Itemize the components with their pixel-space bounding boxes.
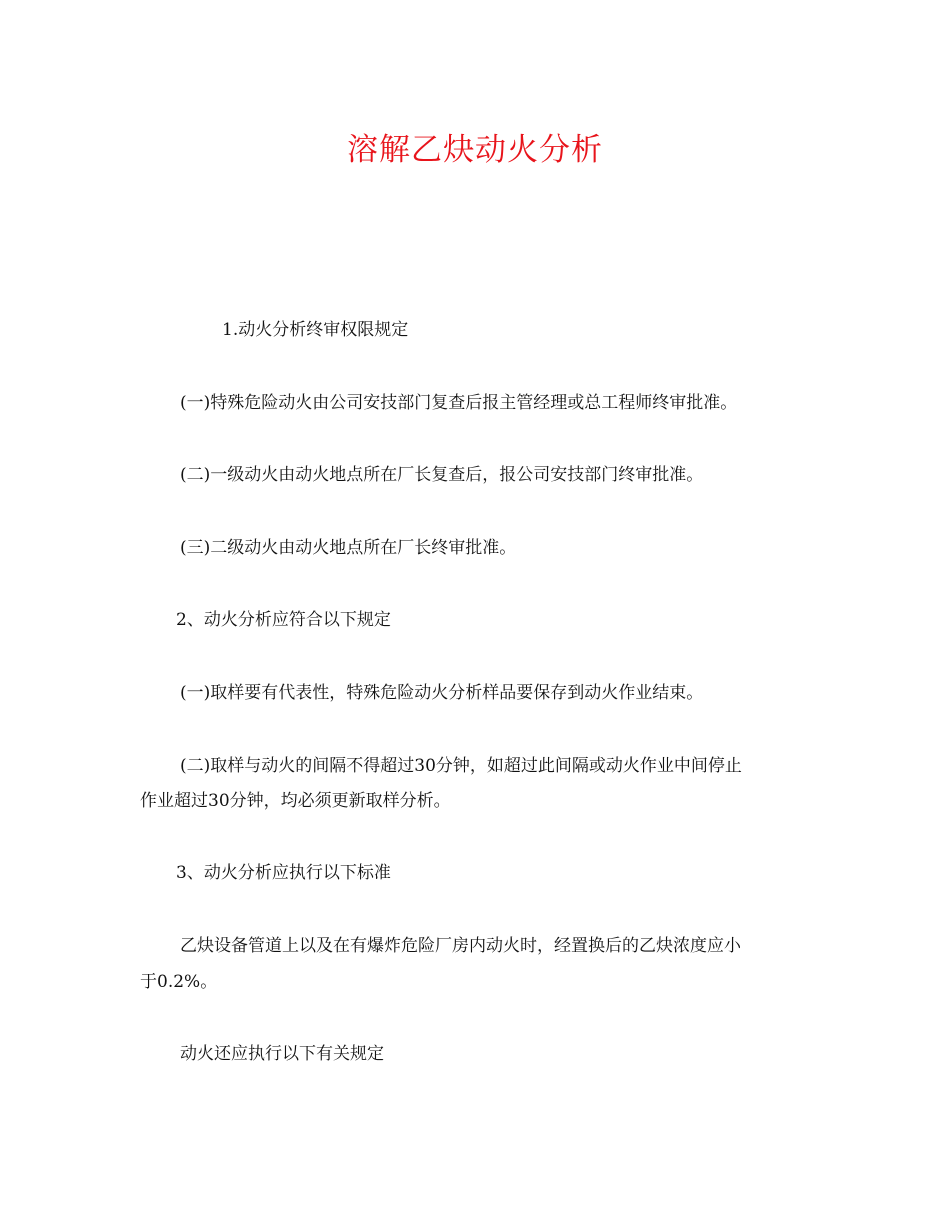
paragraph-2-1: (一)取样要有代表性，特殊危险动火分析样品要保存到动火作业结束。 — [180, 683, 704, 703]
paragraph-2-2-line-1: (二)取样与动火的间隔不得超过30分钟，如超过此间隔或动火作业中间停止 — [180, 756, 742, 776]
paragraph-3-1-line-2: 于0.2%。 — [140, 972, 218, 992]
document-title: 溶解乙炔动火分析 — [347, 132, 603, 168]
paragraph-3-1-line-1: 乙炔设备管道上以及在有爆炸危险厂房内动火时，经置换后的乙炔浓度应小 — [180, 936, 741, 956]
paragraph-2-2-line-2: 作业超过30分钟，均必须更新取样分析。 — [140, 791, 451, 811]
paragraph-1-2: (二)一级动火由动火地点所在厂长复查后，报公司安技部门终审批准。 — [180, 465, 704, 485]
section-2-heading: 2、动火分析应符合以下规定 — [176, 610, 391, 630]
paragraph-1-3: (三)二级动火由动火地点所在厂长终审批准。 — [180, 538, 517, 558]
paragraph-1-1: (一)特殊危险动火由公司安技部门复查后报主管经理或总工程师终审批准。 — [180, 393, 738, 413]
section-3-heading: 3、动火分析应执行以下标准 — [176, 863, 391, 883]
section-1-heading: 1.动火分析终审权限规定 — [222, 320, 409, 340]
paragraph-3-2: 动火还应执行以下有关规定 — [180, 1044, 384, 1064]
